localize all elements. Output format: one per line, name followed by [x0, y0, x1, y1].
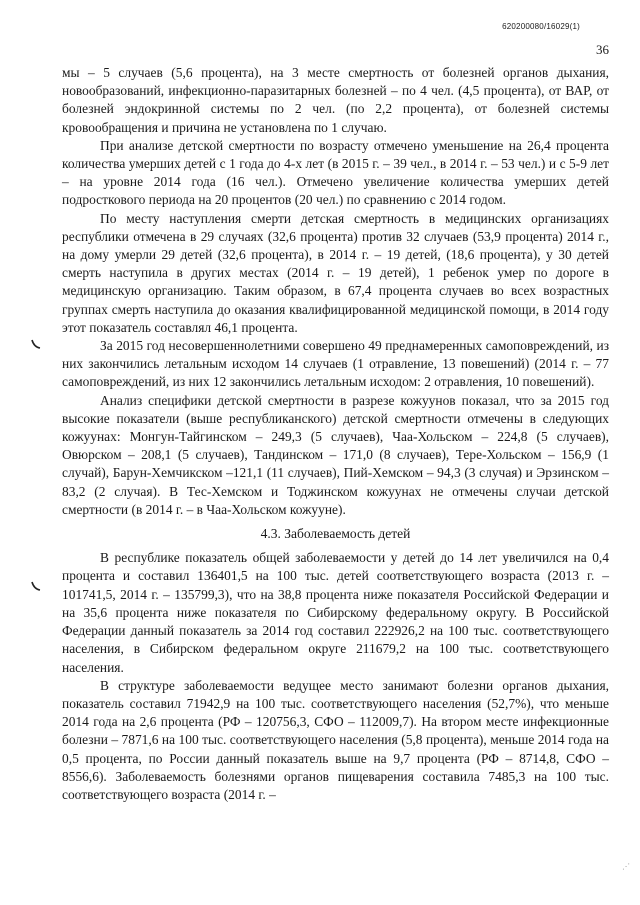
- paragraph: По месту наступления смерти детская смертность в медицинских организациях республики отмечена в 29 случаях (32,6 процента) против 32 случаев (53,9 процента) 2014 г., на дому умерли 29 детей (32,6 процента), в 2014 г. – 19 детей, (18,6 процента), у 30 детей смерть наступила в других местах (2014 г. – 19 детей), 1 ребенок умер по дороге в медицинскую организацию. Таким образом, в 67,4 процента случаев во всех возрастных группах смерть наступила до оказания квалифицированной медицинской помощи, в 2014 году этот показатель составлял 46,1 процента.: [62, 210, 609, 335]
- section-heading: 4.3. Заболеваемость детей: [260, 526, 411, 542]
- margin-mark: [30, 338, 42, 350]
- paragraph: В структуре заболеваемости ведущее место занимают болезни органов дыхания, показатель составил 71942,9 на 100 тыс. соответствующего населения (52,7%), что меньше 2014 года на 2,6 процента (РФ – 120756,3, СФО – 112009,7). На втором месте инфекционные болезни – 7871,6 на 100 тыс. соответствующего населения (5,8 процента), меньше 2014 года на 0,5 процента, по России данный показатель выше на 9,7 процента (РФ – 8714,8, СФО – 8556,6). Заболеваемость болезнями органов пищеварения составила 7485,3 на 100 тыс. соответствующего возраста (2014 г. –: [62, 677, 609, 802]
- paragraph: мы – 5 случаев (5,6 процента), на 3 месте смертность от болезней органов дыхания, новообразований, инфекционно-паразитарных болезней – по 4 чел. (4,5 процента), от ВАР, от болезней эндокринной системы по 2 чел. (по 2,2 процента), от болезней системы кровообращения и причина не установлена по 1 случаю.: [62, 65, 609, 135]
- margin-mark: [30, 580, 42, 592]
- document-id: 620200080/16029(1): [502, 22, 580, 31]
- paragraph: В республике показатель общей заболеваемости у детей до 14 лет увеличился на 0,4 процента и составил 136401,5 на 100 тыс. детей соответствующего возраста (2013 г. – 101741,5, 2014 г. – 135799,3), что на 38,8 процента ниже показателя Российской Федерации и на 35,6 процента ниже показателя по Сибирскому федеральному округу. В Российской Федерации данный показатель за 2014 год составил 222926,2 на 100 тыс. соответствующего населения, в Сибирском федеральном округе 211679,2 на 100 тыс. соответствующего населения.: [62, 550, 609, 675]
- corner-dots: ⋰: [622, 862, 630, 871]
- page-content: [62, 64, 609, 804]
- page-number: 36: [596, 42, 609, 57]
- paragraph: При анализе детской смертности по возрасту отмечено уменьшение на 26,4 процента количества умерших детей с 1 года до 4-х лет (в 2015 г. – 39 чел., в 2014 г. – 53 чел.) и с 5-9 лет – на уровне 2014 года (16 чел.). Отмечено увеличение количества умерших детей подросткового периода на 20 процентов (20 чел.) по сравнению с 2014 годом.: [62, 137, 609, 208]
- paragraph: Анализ специфики детской смертности в разрезе кожуунов показал, что за 2015 год высокие показатели (выше республиканского) детской смертности отмечены в следующих кожуунах: Монгун-Тайгинском – 249,3 (5 случаев), Чаа-Хольском – 224,8 (5 случаев), Овюрском – 208,1 (5 случаев), Тандинском – 171,0 (8 случаев), Тере-Хольском – 156,9 (1 случай), Барун-Хемчикском –121,1 (11 случаев), Пий-Хемском – 94,3 (3 случая) и Эрзинском – 83,2 (2 случая). В Тес-Хемском и Тоджинском кожуунах не отмечены случаи детской смертности (в 2014 г. – в Чаа-Хольском кожууне).: [62, 392, 609, 517]
- paragraph: За 2015 год несовершеннолетними совершено 49 преднамеренных самоповреждений, из них закончились летальным исходом 14 случаев (1 отравление, 13 повешений) (2014 г. – 77 самоповреждений, из них 12 закончились летальным исходом: 2 отравления, 10 повешений).: [62, 338, 609, 390]
